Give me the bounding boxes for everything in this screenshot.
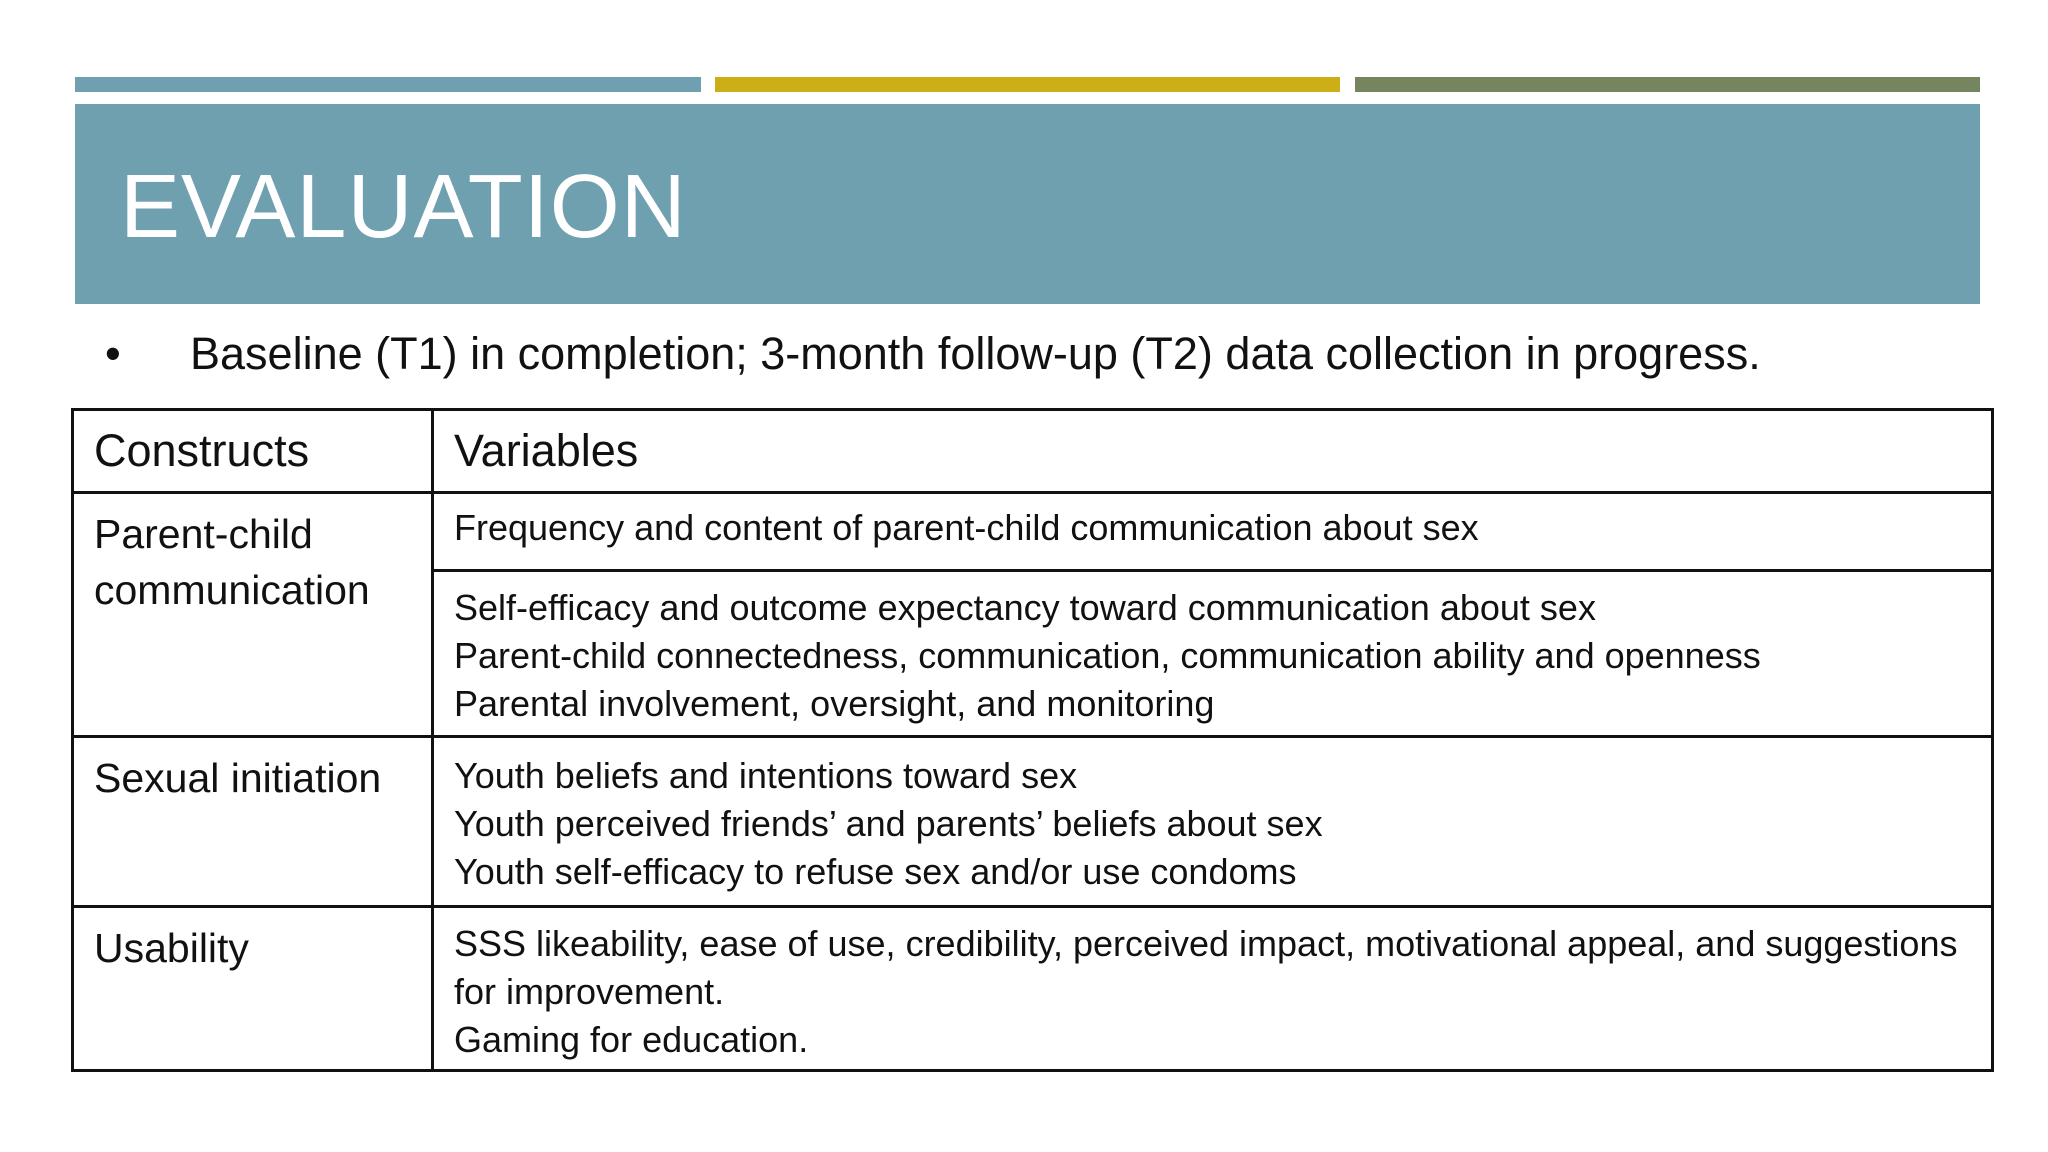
variables-cell [433, 737, 1993, 907]
variable-line: Parental involvement, oversight, and monitoring [454, 683, 1215, 724]
title-banner [75, 104, 1980, 304]
accent-bar-blue [75, 77, 701, 92]
slide-title: EVALUATION [120, 157, 687, 257]
variable-line: Youth perceived friends’ and parents’ beliefs about sex [454, 803, 1323, 844]
variable-line: Gaming for education. [454, 1019, 809, 1060]
table-header-row [73, 410, 1993, 493]
construct-cell: Sexual initiation [73, 737, 433, 907]
construct-cell: Usability [73, 907, 433, 1071]
variables-cell [433, 907, 1993, 1071]
variables-cell [433, 493, 1993, 571]
table-row [73, 737, 1993, 907]
accent-bar-green [1355, 77, 1980, 92]
evaluation-table [71, 408, 1994, 1072]
header-constructs: Constructs [73, 410, 433, 493]
bullet-text: Baseline (T1) in completion; 3-month follow-up (T2) data collection in progress. [190, 328, 1761, 379]
variable-line: Youth beliefs and intentions toward sex [454, 755, 1078, 796]
variable-line: Self-efficacy and outcome expectancy toward communication about sex [454, 587, 1596, 628]
bullet-dot-icon: • [105, 328, 121, 379]
header-variables: Variables [433, 410, 1993, 493]
variable-line: Parent-child connectedness, communication, communication ability and openness [454, 635, 1761, 676]
variable-line: Youth self-efficacy to refuse sex and/or use condoms [454, 851, 1297, 892]
variable-line: Frequency and content of parent-child communication about sex [454, 507, 1479, 548]
table-row [73, 493, 1993, 571]
accent-bar-gold [715, 77, 1340, 92]
table-row [73, 907, 1993, 1071]
construct-cell: Parent-child communication [73, 493, 433, 737]
variables-cell [433, 571, 1993, 737]
variable-line: SSS likeability, ease of use, credibility, perceived impact, motivational appeal, and suggestions for improvement. [454, 923, 1958, 1012]
